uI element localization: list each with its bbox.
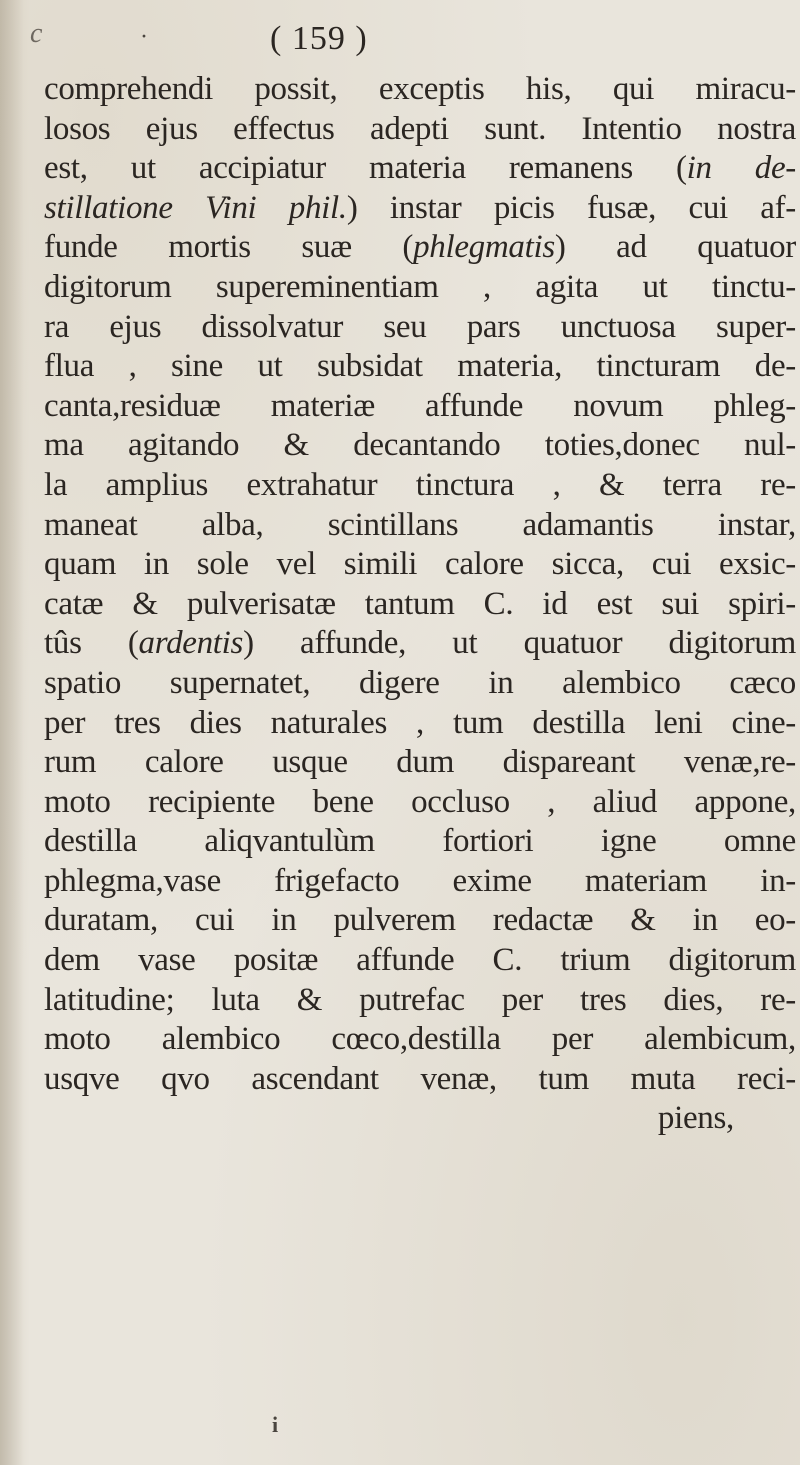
text-line: [44, 743, 796, 783]
text-segment: piens,: [657, 1100, 734, 1137]
italic-segment: stillatione Vini phil.: [44, 189, 347, 226]
text-segment: flua , sine ut subsidat materia, tincturam de-: [44, 348, 796, 385]
text-line: [44, 347, 796, 387]
text-segment: per tres dies naturales , tum destilla leni cine-: [44, 704, 796, 741]
text-line: [44, 189, 796, 229]
text-segment: ma agitando & decantando toties,donec nul-: [44, 427, 796, 464]
text-line: [44, 268, 796, 308]
text-line: [44, 228, 796, 268]
text-segment: quam in sole vel simili calore sicca, cui exsic-: [44, 546, 796, 583]
text-line: [44, 308, 796, 348]
body-text: [44, 70, 796, 1139]
text-line: [44, 704, 796, 744]
text-segment: ) ad quatuor: [554, 229, 796, 266]
text-segment: canta,residuæ materiæ affunde novum phleg-: [44, 387, 796, 424]
text-line: [44, 1099, 796, 1139]
text-segment: moto recipiente bene occluso , aliud appone,: [44, 783, 796, 820]
text-segment: phlegma,vase frigefacto exime materiam in-: [44, 862, 796, 899]
italic-segment: ardentis: [138, 625, 244, 662]
text-line: [44, 1060, 796, 1100]
text-line: [44, 901, 796, 941]
text-segment: rum calore usque dum dispareant venæ,re-: [44, 744, 796, 781]
text-segment: tûs (: [44, 625, 139, 662]
italic-segment: in de-: [686, 150, 796, 187]
text-line: [44, 822, 796, 862]
text-segment: destilla aliqvantulùm fortiori igne omne: [44, 823, 796, 860]
text-segment: ) affunde, ut quatuor digitorum: [243, 625, 796, 662]
text-line: [44, 981, 796, 1021]
text-line: [44, 466, 796, 506]
text-line: [44, 1020, 796, 1060]
text-line: [44, 110, 796, 150]
text-line: [44, 387, 796, 427]
text-segment: moto alembico cœco,destilla per alembicum,: [44, 1021, 796, 1058]
footer-signature-mark: i: [272, 1412, 279, 1437]
text-line: [44, 545, 796, 585]
text-segment: digitorum supereminentiam , agita ut tinctu-: [44, 268, 796, 305]
text-line: [44, 70, 796, 110]
text-segment: la amplius extrahatur tinctura , & terra re-: [44, 466, 796, 503]
text-line: [44, 506, 796, 546]
text-line: [44, 783, 796, 823]
italic-segment: phlegmatis: [413, 229, 555, 266]
text-segment: usqve qvo ascendant venæ, tum muta reci-: [44, 1060, 796, 1097]
text-segment: funde mortis suæ (: [44, 229, 414, 266]
signature-mark: c: [30, 18, 43, 49]
binding-shadow: [0, 0, 24, 1465]
text-segment: dem vase positæ affunde C. trium digitorum: [44, 942, 796, 979]
text-segment: ra ejus dissolvatur seu pars unctuosa super-: [44, 308, 796, 345]
text-segment: catæ & pulverisatæ tantum C. id est sui spiri-: [44, 585, 796, 622]
text-segment: est, ut accipiatur materia remanens (: [44, 150, 687, 187]
text-line: [44, 585, 796, 625]
text-segment: spatio supernatet, digere in alembico cæco: [44, 664, 796, 701]
text-segment: comprehendi possit, exceptis his, qui miracu-: [44, 71, 796, 107]
text-segment: maneat alba, scintillans adamantis instar,: [44, 506, 796, 543]
page-number: ( 159 ): [270, 20, 368, 57]
tick-mark: ·: [140, 24, 148, 50]
text-line: [44, 624, 796, 664]
text-segment: duratam, cui in pulverem redactæ & in eo-: [44, 902, 796, 939]
text-line: [44, 941, 796, 981]
text-line: [44, 664, 796, 704]
text-segment: ) instar picis fusæ, cui af-: [346, 189, 796, 226]
text-segment: losos ejus effectus adepti sunt. Intentio nostra: [44, 110, 796, 147]
text-line: [44, 149, 796, 189]
text-line: [44, 426, 796, 466]
page-header: [0, 14, 800, 64]
text-line: [44, 862, 796, 902]
text-segment: latitudine; luta & putrefac per tres dies, re-: [44, 981, 796, 1018]
